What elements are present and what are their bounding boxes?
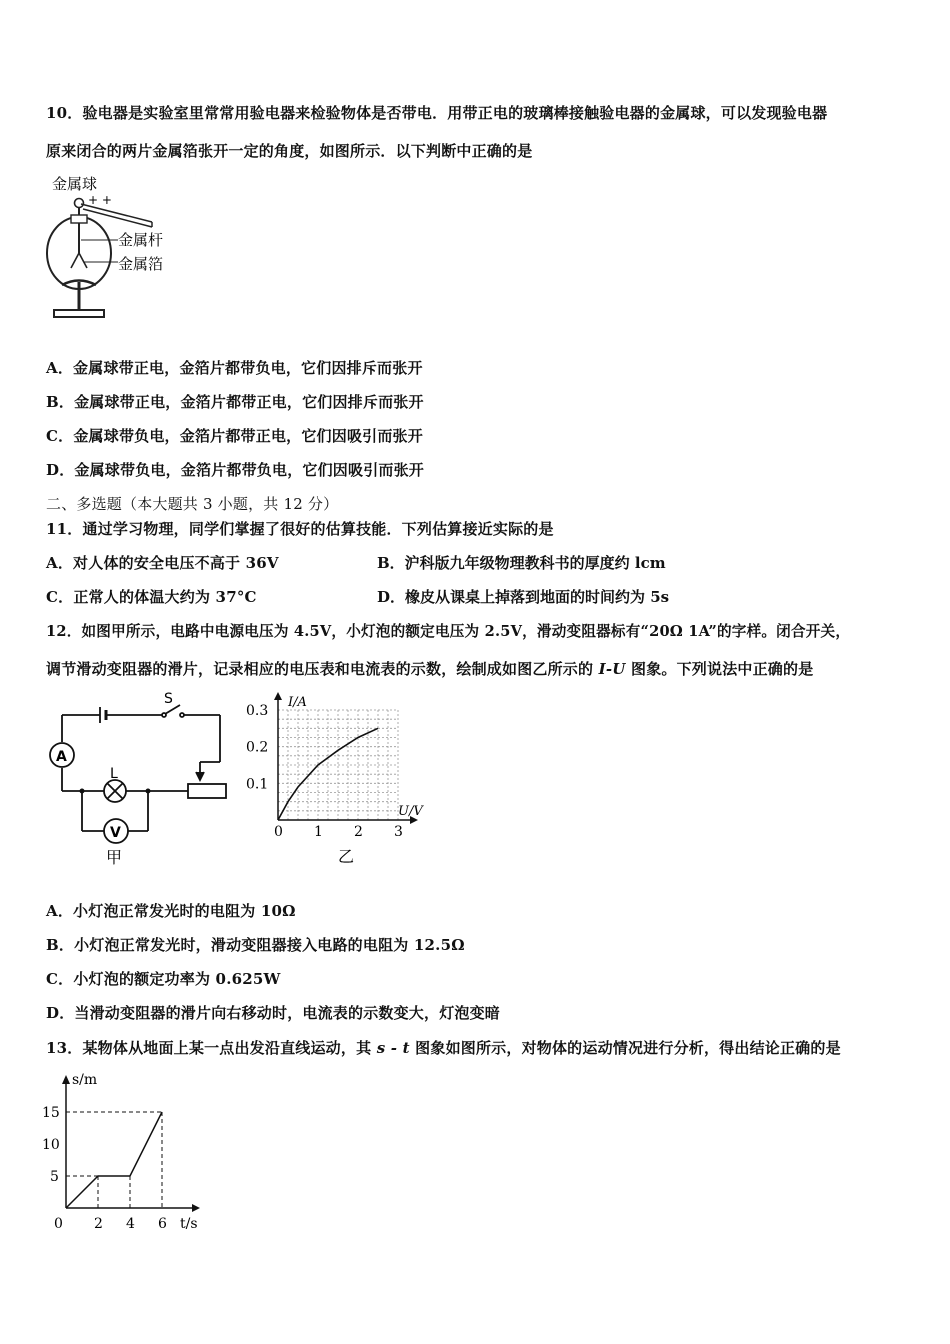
q12-stem-line2-post: 图象。下列说法中正确的是 (625, 660, 814, 678)
iu-y-tick: 0.2 (246, 739, 269, 756)
st-y-tick: 10 (42, 1137, 60, 1153)
q10-stem-line2: 原来闭合的两片金属箔张开一定的角度，如图所示．以下判断中正确的是 (46, 142, 533, 160)
q12-option-a[interactable]: A．小灯泡正常发光时的电阻为 10Ω (46, 902, 296, 920)
st-ylabel: s/m (72, 1072, 98, 1088)
iu-x-tick: 0 (274, 824, 283, 840)
iu-y-tick: 0.3 (246, 703, 269, 719)
q12-option-d[interactable]: D．当滑动变阻器的滑片向右移动时，电流表的示数变大，灯泡变暗 (46, 1004, 501, 1022)
iu-y-arrow (274, 692, 282, 700)
label-metal-foil: 金属箔 (118, 255, 164, 273)
iu-x-tick: 2 (354, 824, 363, 840)
st-x-tick: 0 (54, 1216, 63, 1232)
st-x-tick: 6 (158, 1216, 167, 1232)
iu-x-tick: 1 (314, 824, 323, 840)
lamp-label: L (110, 766, 118, 782)
ammeter-label: A (56, 749, 67, 765)
st-series-line (66, 1112, 162, 1208)
q10-option-a[interactable]: A．金属球带正电，金箔片都带负电，它们因排斥而张开 (46, 359, 423, 377)
q11-option-b[interactable]: B．沪科版九年级物理教科书的厚度约 lcm (377, 554, 666, 572)
iu-chart (238, 690, 438, 870)
st-xlabel: t/s (180, 1216, 198, 1232)
st-x-tick: 4 (126, 1216, 135, 1232)
st-y-tick: 5 (50, 1169, 59, 1185)
switch-label: S (164, 691, 173, 707)
iu-grid (278, 710, 398, 820)
q11-option-d[interactable]: D．橡皮从课桌上掉落到地面的时间约为 5s (377, 588, 670, 606)
q10-option-b[interactable]: B．金属球带正电，金箔片都带正电，它们因排斥而张开 (46, 393, 424, 411)
q12-stem-line2-pre: 调节滑动变阻器的滑片，记录相应的电压表和电流表的示数，绘制成如图乙所示的 (46, 660, 599, 678)
q13-stem-post: 图象如图所示，对物体的运动情况进行分析，得出结论正确的是 (409, 1039, 841, 1057)
iu-x-tick: 3 (394, 824, 403, 840)
st-y-arrow (62, 1075, 70, 1084)
q11-option-a[interactable]: A．对人体的安全电压不高于 36V (46, 554, 279, 572)
section-heading: 二、多选题（本大题共 3 小题，共 12 分） (46, 495, 339, 513)
st-y-tick: 15 (42, 1105, 60, 1121)
circuit-diagram (44, 690, 244, 870)
q12-option-b[interactable]: B．小灯泡正常发光时，滑动变阻器接入电路的电阻为 12.5Ω (46, 936, 465, 954)
iu-y-tick: 0.1 (246, 776, 269, 793)
q12-stem-line1: 12．如图甲所示，电路中电源电压为 4.5V，小灯泡的额定电压为 2.5V，滑动变阻器标有“20Ω 1A”的字样。闭合开关， (46, 623, 851, 640)
q10-option-c[interactable]: C．金属球带负电，金箔片都带正电，它们因吸引而张开 (46, 427, 423, 445)
st-chart (40, 1068, 220, 1238)
iu-ylabel: I/A (288, 695, 307, 710)
q10-option-d[interactable]: D．金属球带负电，金箔片都带负电，它们因吸引而张开 (46, 461, 425, 479)
q11-stem: 11．通过学习物理，同学们掌握了很好的估算技能．下列估算接近实际的是 (46, 520, 554, 538)
iu-xlabel: U/V (398, 804, 423, 819)
charge-marks: + + (88, 193, 112, 207)
q12-stem-line2 (46, 658, 813, 679)
st-x-tick: 2 (94, 1216, 103, 1232)
electroscope-figure (40, 170, 190, 330)
q13-stem-pre: 13．某物体从地面上某一点出发沿直线运动，其 (46, 1039, 377, 1057)
q13-st-label: s - t (376, 1039, 410, 1057)
label-metal-ball: 金属球 (52, 175, 98, 193)
voltmeter-label: V (110, 825, 121, 841)
st-x-arrow (192, 1204, 200, 1212)
circuit-caption: 甲 (106, 848, 123, 867)
iu-caption: 乙 (338, 847, 355, 866)
label-metal-rod: 金属杆 (118, 231, 164, 249)
q11-option-c[interactable]: C．正常人的体温大约为 37°C (46, 588, 257, 606)
q10-stem-line1: 10．验电器是实验室里常常用验电器来检验物体是否带电．用带正电的玻璃棒接触验电器的金属球，可以发现验电器 (46, 104, 828, 122)
q12-iu-label: I-U (598, 660, 626, 678)
q13-stem (46, 1037, 841, 1058)
q12-option-c[interactable]: C．小灯泡的额定功率为 0.625W (46, 970, 281, 988)
